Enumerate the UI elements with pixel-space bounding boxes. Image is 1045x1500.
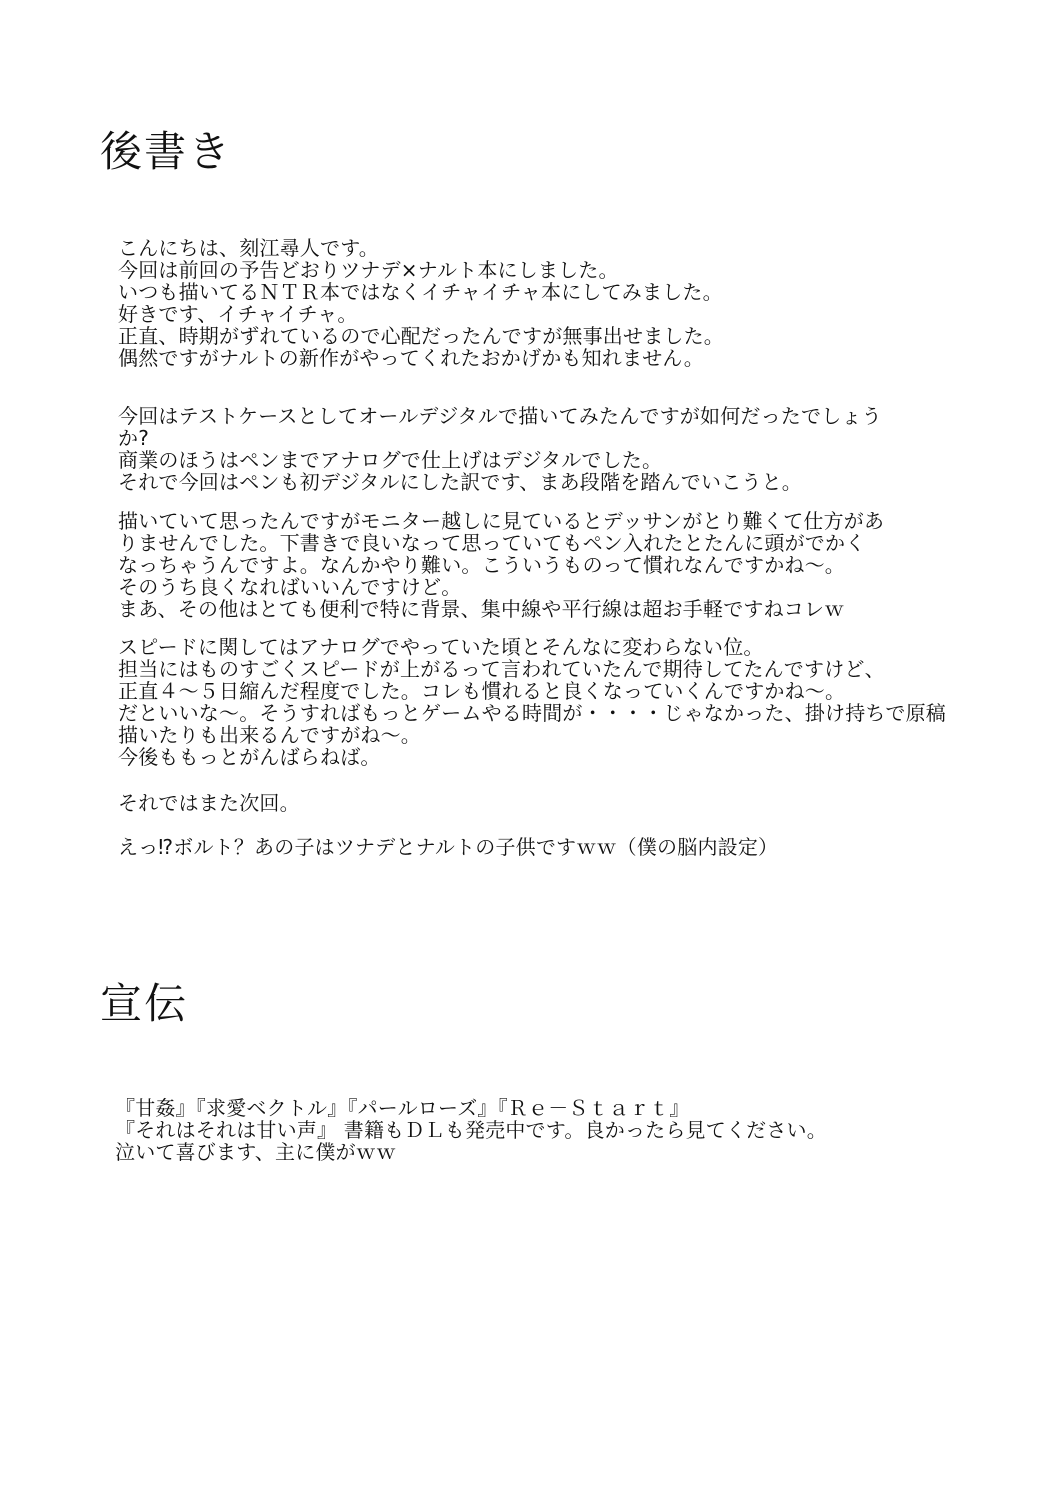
text-line: りませんでした。下書きで良いなって思っていてもペン入れたとたんに頭がでかく xyxy=(118,531,866,555)
text-line: 商業のほうはペンまでアナログで仕上げはデジタルでした。 xyxy=(118,448,663,472)
advertisement-heading: 宣伝 xyxy=(100,979,189,1028)
text-line: スピードに関してはアナログでやっていた頃とそんなに変わらない位。 xyxy=(118,635,764,659)
text-line: 正直４～５日縮んだ程度でした。コレも慣れると良くなっていくんですかね～。 xyxy=(118,679,846,703)
text-line: 正直、時期がずれているので心配だったんですが無事出せました。 xyxy=(118,324,724,348)
text-line: こんにちは、刻江尋人です。 xyxy=(118,236,379,260)
text-line: 今回はテストケースとしてオールデジタルで描いてみたんですが如何だったでしょう xyxy=(118,404,882,428)
text-line: なっちゃうんですよ。なんかやり難い。こういうものって慣れなんですかね～。 xyxy=(118,553,845,577)
text-line: 今後ももっとがんばらねば。 xyxy=(118,745,381,769)
text-line: 描いていて思ったんですがモニター越しに見ているとデッサンがとり難くて仕方があ xyxy=(118,509,885,533)
afterword-heading: 後書き xyxy=(100,127,233,176)
text-line: 担当にはものすごくスピードが上がるって言われていたんで期待してたんですけど、 xyxy=(118,657,885,681)
afterword-paragraph-postscript xyxy=(118,836,948,858)
text-line: それではまた次回。 xyxy=(118,791,300,815)
text-line: 『甘姦』『求愛ベクトル』『パールローズ』『Ｒｅ－Ｓｔａｒｔ』 xyxy=(115,1096,690,1120)
text-line: えっ⁉ボルト？あの子はツナデとナルトの子供ですｗｗ（僕の脳内設定） xyxy=(118,835,779,859)
text-line: 今回は前回の予告どおりツナデ×ナルト本にしました。 xyxy=(118,258,619,282)
text-line: いつも描いてるＮＴＲ本ではなくイチャイチャ本にしてみました。 xyxy=(118,280,723,304)
text-line: 描いたりも出来るんですがね～。 xyxy=(118,723,421,747)
text-line: 泣いて喜びます、主に僕がｗｗ xyxy=(115,1140,397,1164)
text-line: まあ、その他はとても便利で特に背景、集中線や平行線は超お手軽ですねコレｗ xyxy=(118,597,845,621)
text-line: それで今回はペンも初デジタルにした訳です、まあ段階を踏んでいこうと。 xyxy=(118,470,802,494)
text-line: だといいな～。そうすればもっとゲームやる時間が・・・・じゃなかった、掛け持ちで原稿 xyxy=(118,701,946,725)
text-line: 『それはそれは甘い声』 書籍もＤＬも発売中です。良かったら見てください。 xyxy=(115,1118,827,1142)
afterword-paragraph-drawing xyxy=(118,510,948,620)
afterword-paragraph-digital xyxy=(118,405,948,493)
text-line: そのうち良くなればいいんですけど。 xyxy=(118,575,462,599)
afterword-paragraph-speed xyxy=(118,636,948,768)
text-line: 偶然ですがナルトの新作がやってくれたおかげかも知れません。 xyxy=(118,346,704,370)
afterword-paragraph-closing xyxy=(118,792,948,814)
advertisement-text xyxy=(115,1097,945,1163)
text-line: か? xyxy=(118,426,150,450)
afterword-paragraph-greeting xyxy=(118,237,948,369)
text-line: 好きです、イチャイチャ。 xyxy=(118,302,358,326)
